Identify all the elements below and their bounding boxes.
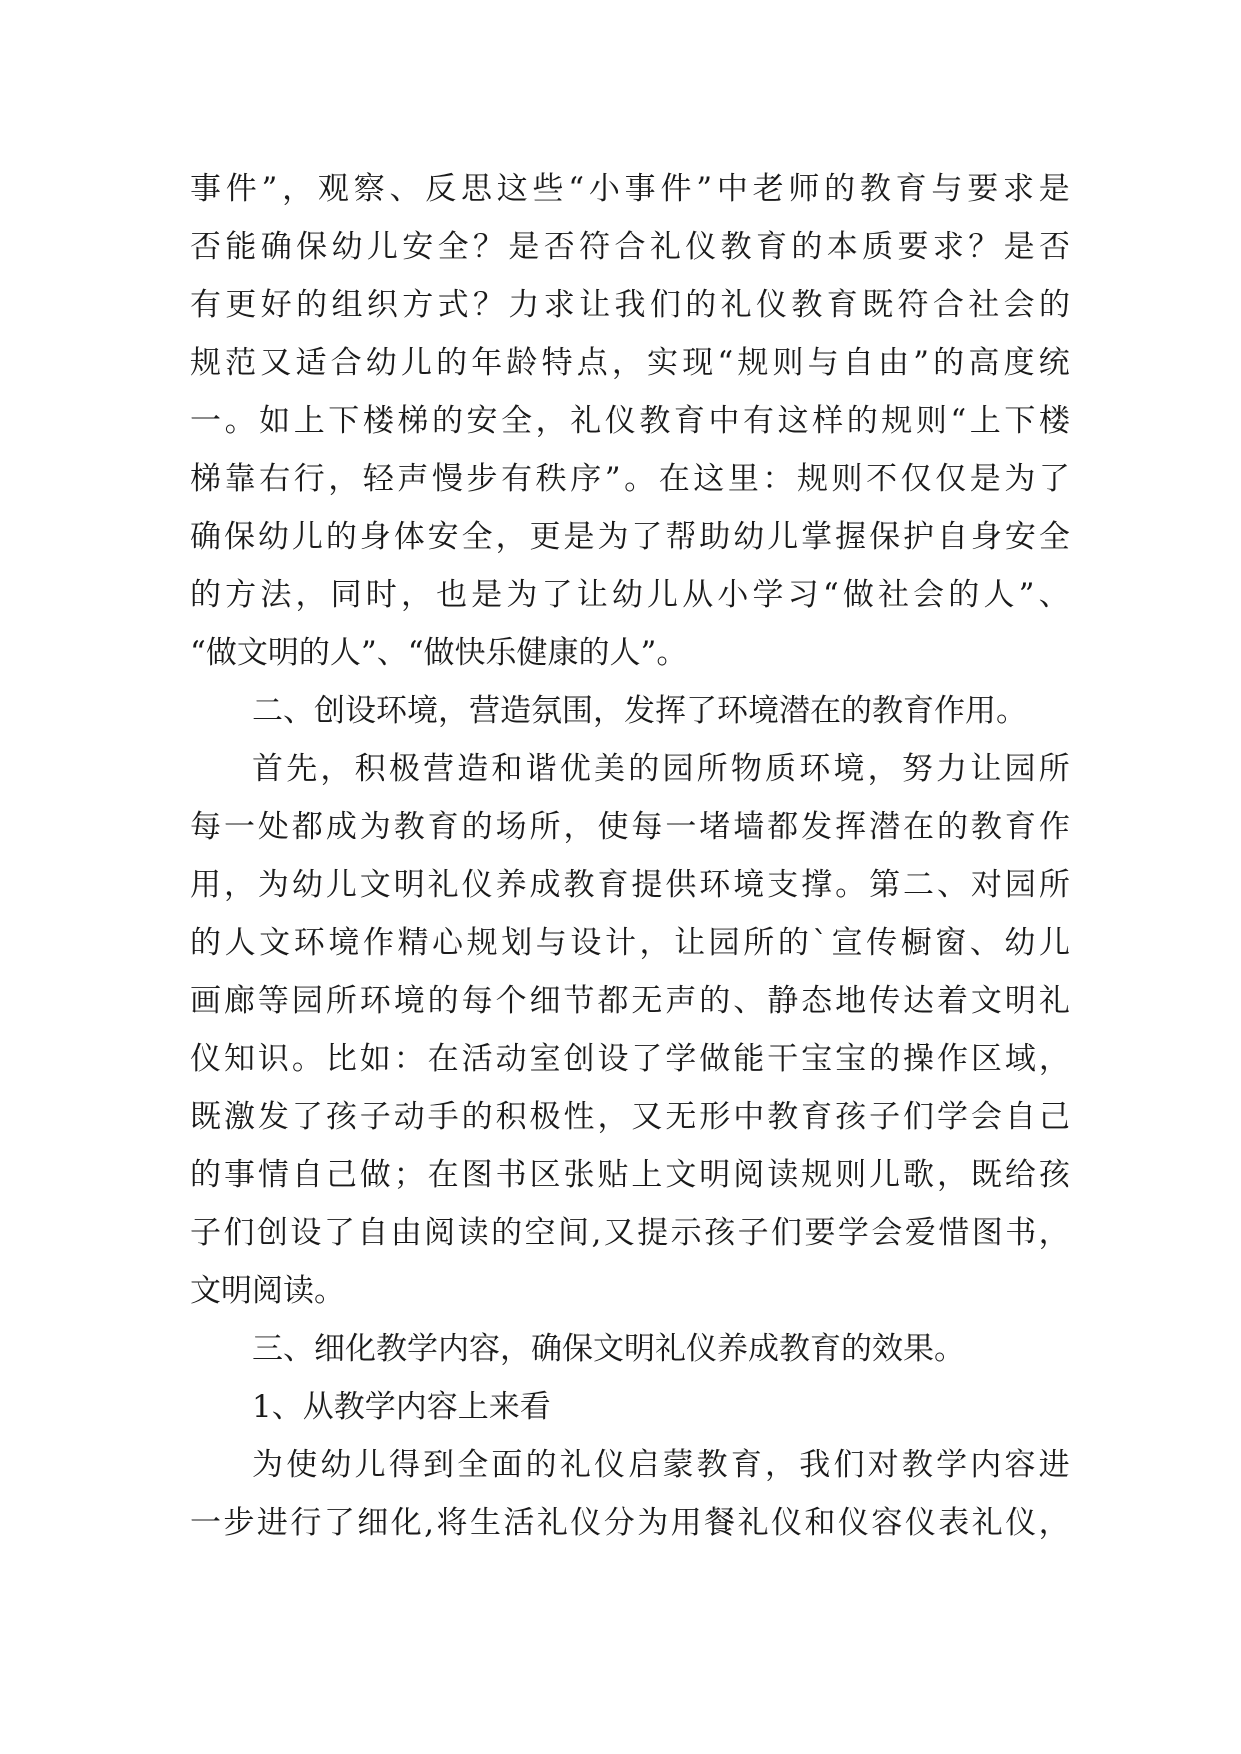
text-line: 1、从教学内容上来看 [252,1389,551,1425]
text-line: 的 事 情 自 己 做 ； 在 图 书 区 张 贴 上 文 明 阅 读 规 则 儿 歌 ， 既 给 孩 [190,1157,1070,1193]
text-line: 确 保 幼 儿 的 身 体 安 全 ， 更 是 为 了 帮 助 幼 儿 掌 握 保 护 自 身 安 全 [190,519,1070,555]
text-line: 既 激 发 了 孩 子 动 手 的 积 极 性 ， 又 无 形 中 教 育 孩 子 们 学 会 自 己 [190,1099,1070,1135]
text-line: 二、创设环境，营造氛围，发挥了环境潜在的教育作用。 [252,693,1027,729]
text-line: 首 先 ， 积 极 营 造 和 谐 优 美 的 园 所 物 质 环 境 ， 努 力 让 园 所 [252,751,1070,787]
text-line: 用 ， 为 幼 儿 文 明 礼 仪 养 成 教 育 提 供 环 境 支 撑 。 第 二 、 对 园 所 [190,867,1070,903]
text-line: 三、细化教学内容，确保文明礼仪养成教育的效果。 [252,1331,965,1367]
text-line: 一 步 进 行 了 细 化 , 将 生 活 礼 仪 分 为 用 餐 礼 仪 和 仪 容 仪 表 礼 仪 ， [190,1505,1070,1541]
text-line: 每 一 处 都 成 为 教 育 的 场 所 ， 使 每 一 堵 墙 都 发 挥 潜 在 的 教 育 作 [190,809,1070,845]
text-line: 文明阅读。 [190,1273,345,1309]
text-line: 有 更 好 的 组 织 方 式 ？ 力 求 让 我 们 的 礼 仪 教 育 既 符 合 社 会 的 [190,287,1070,323]
text-line: 否 能 确 保 幼 儿 安 全 ？ 是 否 符 合 礼 仪 教 育 的 本 质 要 求 ？ 是 否 [190,229,1070,265]
text-line: 规 范 又 适 合 幼 儿 的 年 龄 特 点 ， 实 现 “ 规 则 与 自 由 ” 的 高 度 统 [190,345,1070,381]
text-line: 仪 知 识 。 比 如 ： 在 活 动 室 创 设 了 学 做 能 干 宝 宝 的 操 作 区 域 ， [190,1041,1070,1077]
text-line: 事 件 ” ， 观 察 、 反 思 这 些 “ 小 事 件 ” 中 老 师 的 教 育 与 要 求 是 [190,171,1070,207]
text-line: 画 廊 等 园 所 环 境 的 每 个 细 节 都 无 声 的 、 静 态 地 传 达 着 文 明 礼 [190,983,1070,1019]
text-line: 的 人 文 环 境 作 精 心 规 划 与 设 计 ， 让 园 所 的 ` 宣 传 橱 窗 、 幼 儿 [190,925,1070,961]
text-line: 的 方 法 ， 同 时 ， 也 是 为 了 让 幼 儿 从 小 学 习 “ 做 社 会 的 人 ” 、 [190,577,1070,613]
text-line: “做文明的人”、“做快乐健康的人”。 [190,635,688,671]
text-line: 子 们 创 设 了 自 由 阅 读 的 空 间 , 又 提 示 孩 子 们 要 学 会 爱 惜 图 书 ， [190,1215,1070,1251]
text-line: 为 使 幼 儿 得 到 全 面 的 礼 仪 启 蒙 教 育 ， 我 们 对 教 学 内 容 进 [252,1447,1070,1483]
text-line: 梯 靠 右 行 ， 轻 声 慢 步 有 秩 序 ” 。 在 这 里 ： 规 则 不 仅 仅 是 为 了 [190,461,1070,497]
text-line: 一 。 如 上 下 楼 梯 的 安 全 ， 礼 仪 教 育 中 有 这 样 的 规 则 “ 上 下 楼 [190,403,1070,439]
body-text [190,160,1070,1552]
